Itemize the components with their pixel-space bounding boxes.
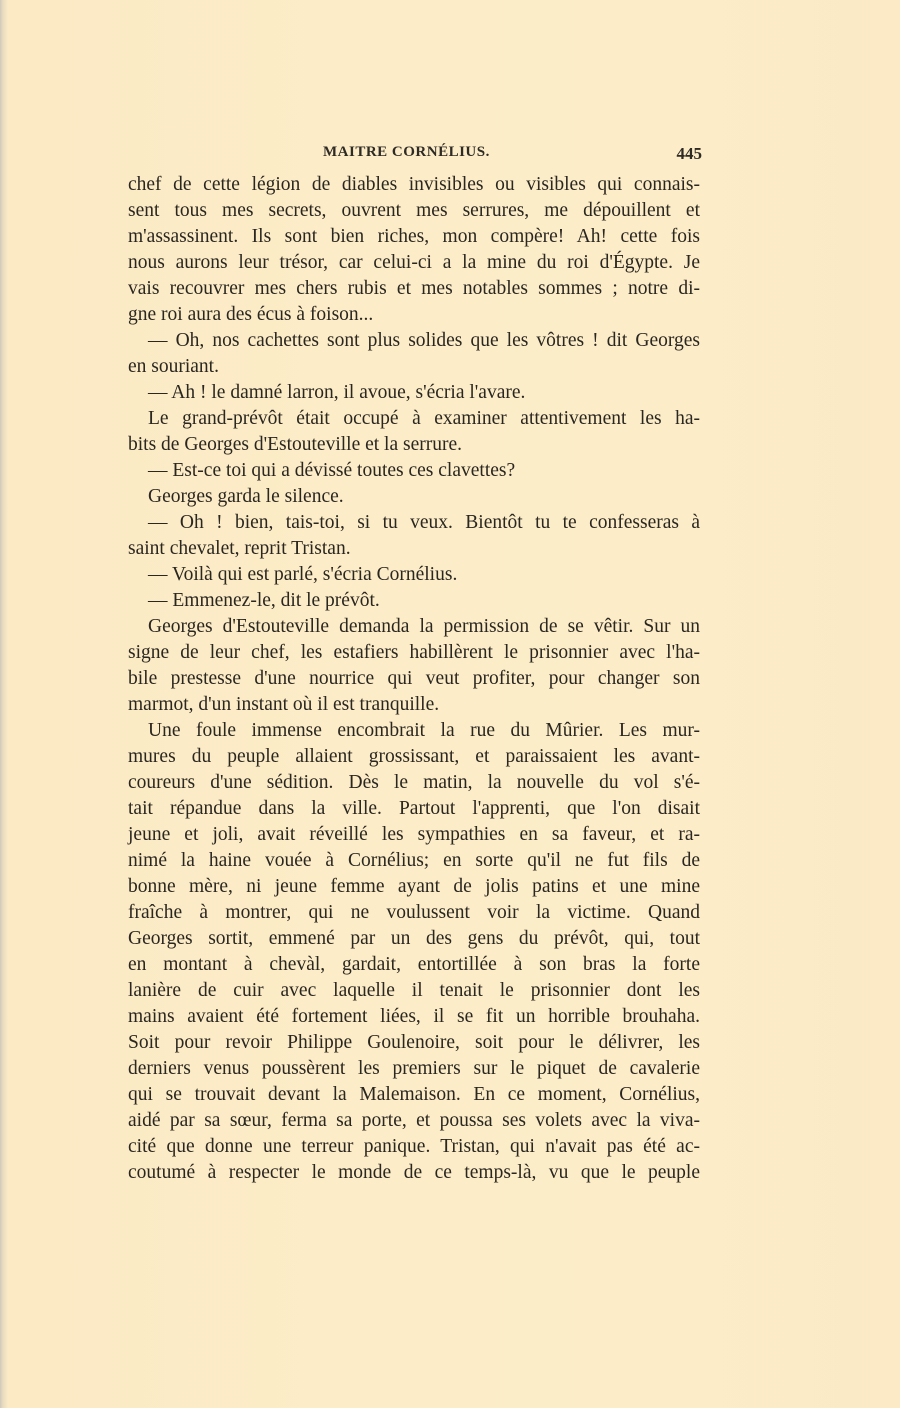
running-title: MAITRE CORNÉLIUS. xyxy=(323,144,490,160)
text-line: marmot, d'un instant où il est tranquille. xyxy=(128,694,440,715)
text-line: fraîche à montrer, qui ne voulussent voir la victime. Quand xyxy=(128,902,700,923)
text-line: Une foule immense encombrait la rue du Mûrier. Les mur- xyxy=(148,720,700,741)
text-line: coureurs d'une sédition. Dès le matin, la nouvelle du vol s'é- xyxy=(128,772,700,793)
text-line: — Voilà qui est parlé, s'écria Cornélius. xyxy=(148,564,458,585)
text-line: bonne mère, ni jeune femme ayant de jolis patins et une mine xyxy=(128,876,700,897)
body-text xyxy=(128,172,700,1186)
text-line: — Ah ! le damné larron, il avoue, s'écria l'avare. xyxy=(148,382,526,403)
text-line: aidé par sa sœur, ferma sa porte, et poussa ses volets avec la viva- xyxy=(128,1110,700,1131)
text-line: qui se trouvait devant la Malemaison. En ce moment, Cornélius, xyxy=(128,1084,700,1105)
text-line: bits de Georges d'Estouteville et la serrure. xyxy=(128,434,463,455)
text-line: saint chevalet, reprit Tristan. xyxy=(128,538,351,559)
text-line: nous aurons leur trésor, car celui-ci a la mine du roi d'Égypte. Je xyxy=(128,252,700,273)
text-line: vais recouvrer mes chers rubis et mes notables sommes ; notre di- xyxy=(128,278,700,299)
text-line: gne roi aura des écus à foison... xyxy=(128,304,374,325)
page-header xyxy=(148,144,700,168)
text-line: sent tous mes secrets, ouvrent mes serrures, me dépouillent et xyxy=(128,200,700,221)
text-line: mures du peuple allaient grossissant, et paraissaient les avant- xyxy=(128,746,700,767)
text-line: Soit pour revoir Philippe Goulenoire, soit pour le délivrer, les xyxy=(128,1032,700,1053)
text-line: en montant à chevàl, gardait, entortillée à son bras la forte xyxy=(128,954,700,975)
text-line: Georges garda le silence. xyxy=(148,486,344,507)
text-line: en souriant. xyxy=(128,356,219,377)
text-line: tait répandue dans la ville. Partout l'apprenti, que l'on disait xyxy=(128,798,700,819)
text-line: Georges d'Estouteville demanda la permission de se vêtir. Sur un xyxy=(148,616,700,637)
text-line: derniers venus poussèrent les premiers sur le piquet de cavalerie xyxy=(128,1058,700,1079)
text-line: Le grand-prévôt était occupé à examiner attentivement les ha- xyxy=(148,408,700,429)
text-line: coutumé à respecter le monde de ce temps-là, vu que le peuple xyxy=(128,1162,700,1183)
text-line: Georges sortit, emmené par un des gens du prévôt, qui, tout xyxy=(128,928,700,949)
text-line: chef de cette légion de diables invisibles ou visibles qui connais- xyxy=(128,174,700,195)
text-line: jeune et joli, avait réveillé les sympathies en sa faveur, et ra- xyxy=(128,824,700,845)
text-line: — Emmenez-le, dit le prévôt. xyxy=(148,590,380,611)
text-line: lanière de cuir avec laquelle il tenait le prisonnier dont les xyxy=(128,980,700,1001)
text-line: nimé la haine vouée à Cornélius; en sorte qu'il ne fut fils de xyxy=(128,850,700,871)
text-line: signe de leur chef, les estafiers habillèrent le prisonnier avec l'ha- xyxy=(128,642,700,663)
page-number: 445 xyxy=(676,144,702,163)
text-line: — Oh, nos cachettes sont plus solides que les vôtres ! dit Georges xyxy=(148,330,700,351)
text-line: m'assassinent. Ils sont bien riches, mon compère! Ah! cette fois xyxy=(128,226,700,247)
text-line: cité que donne une terreur panique. Tristan, qui n'avait pas été ac- xyxy=(128,1136,700,1157)
text-line: mains avaient été fortement liées, il se fit un horrible brouhaha. xyxy=(128,1006,700,1027)
text-line: bile prestesse d'une nourrice qui veut profiter, pour changer son xyxy=(128,668,700,689)
text-line: — Est-ce toi qui a dévissé toutes ces clavettes? xyxy=(148,460,516,481)
text-line: — Oh ! bien, tais-toi, si tu veux. Bientôt tu te confesseras à xyxy=(148,512,700,533)
